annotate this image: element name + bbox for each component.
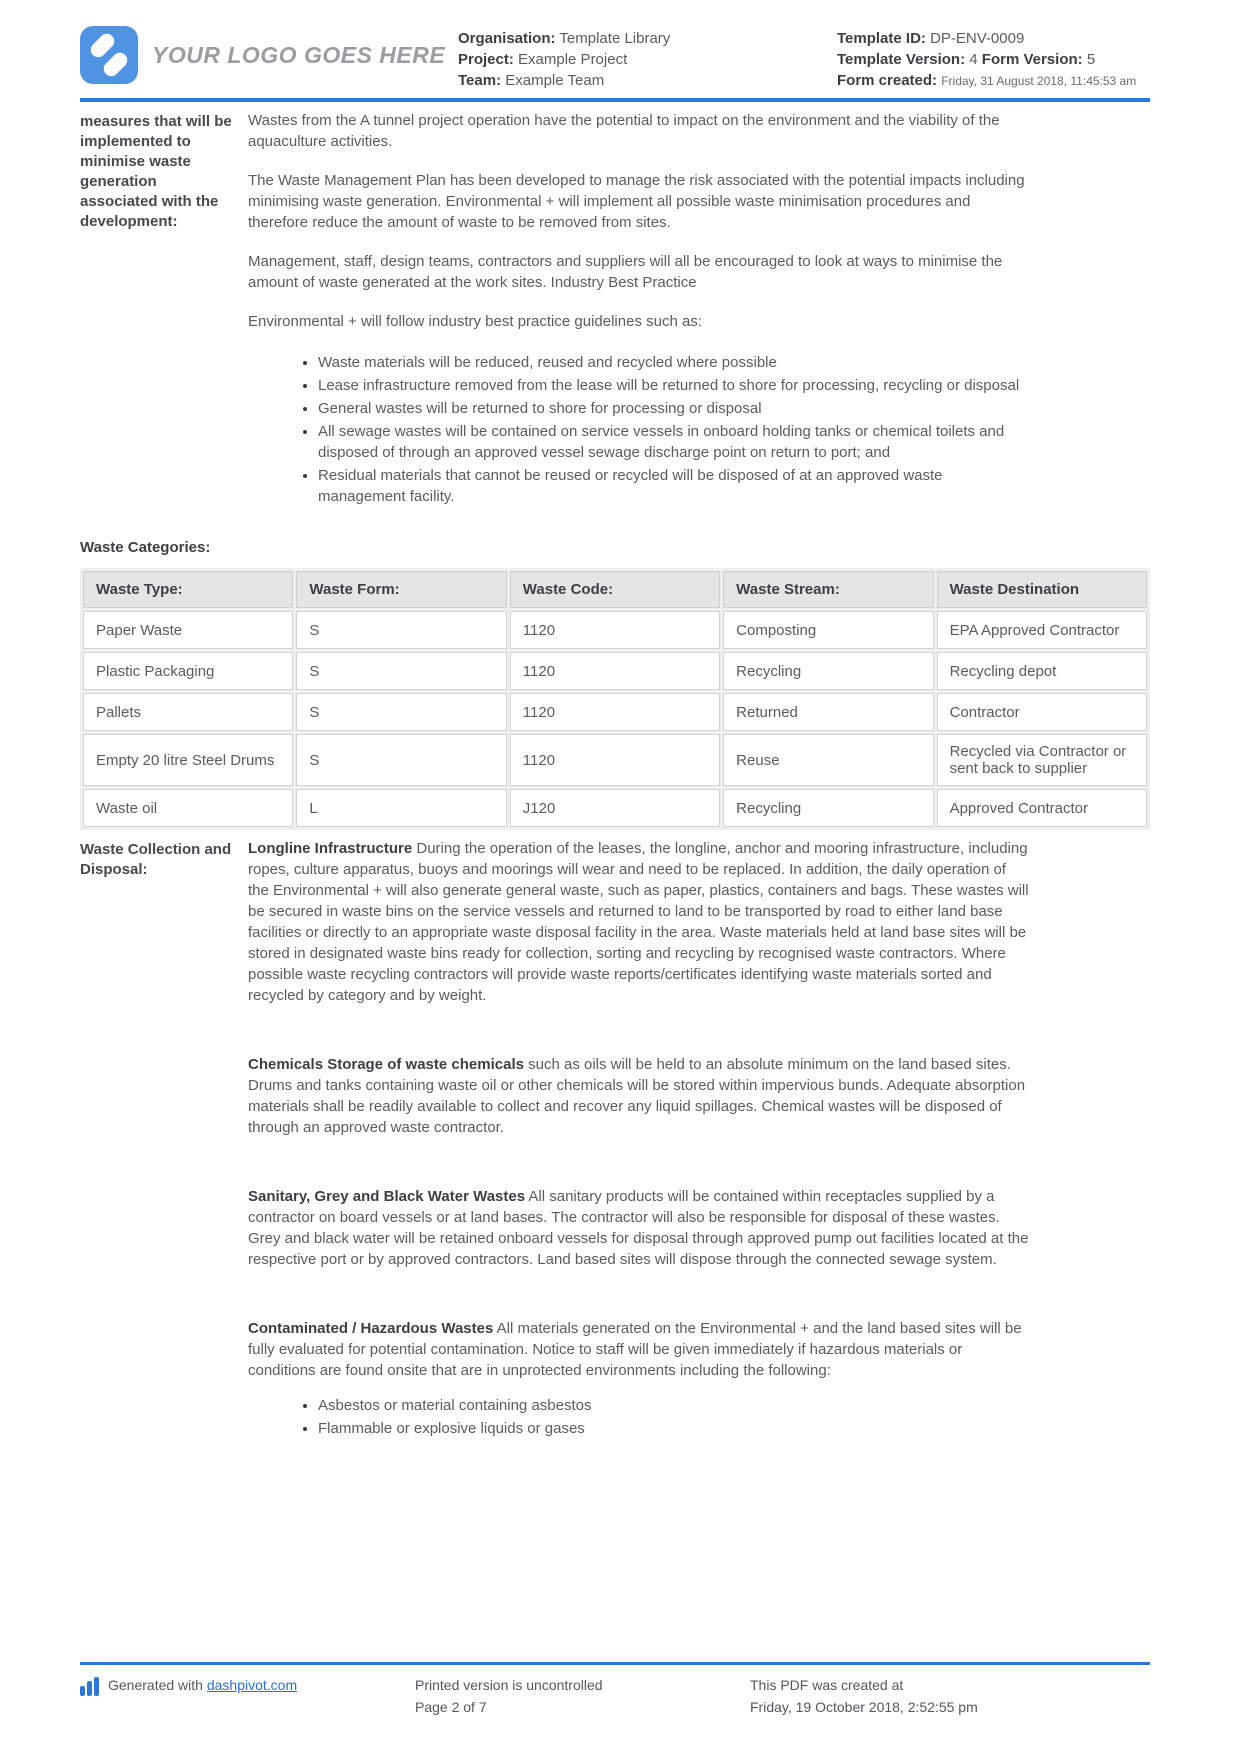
table-cell: S (296, 611, 506, 649)
table-cell: Composting (723, 611, 933, 649)
chemicals-block (248, 1054, 1030, 1138)
logo (80, 26, 458, 84)
generated-with-text: Generated with (108, 1677, 203, 1693)
table-cell: EPA Approved Contractor (937, 611, 1147, 649)
project-row (458, 49, 837, 70)
list-item: • Waste materials will be reduced, reused and recycled where possible (318, 352, 1030, 373)
team-label: Team: (458, 72, 502, 89)
table-cell: S (296, 734, 506, 786)
organisation-row (458, 28, 837, 49)
paragraph: The Waste Management Plan has been developed to manage the risk associated with the potential impacts including minimising waste generation. Environmental + will implement all possible waste minimisation procedures and therefore reduce the amount of waste to be removed from sites. (248, 172, 1025, 231)
organisation-info (458, 26, 837, 91)
paragraph: Environmental + will follow industry best practice guidelines such as: (248, 313, 702, 330)
table-row (83, 789, 1147, 827)
project-value: Example Project (518, 51, 628, 68)
bar-chart-icon (80, 1677, 100, 1696)
footer-generated (80, 1674, 415, 1718)
list-item: • General wastes will be returned to shore for processing or disposal (318, 398, 1030, 419)
column-header: Waste Code: (510, 571, 720, 608)
dashpivot-link[interactable]: dashpivot.com (206, 1677, 298, 1693)
section-field-label: Waste Collection and Disposal: (80, 841, 232, 878)
list-item: • Residual materials that cannot be reused or recycled will be disposed of at an approved waste management facility. (318, 465, 1030, 507)
section-body (248, 110, 1030, 509)
waste-collection-section (80, 830, 1150, 1441)
page-number: Page 2 of 7 (415, 1699, 487, 1715)
table-cell: Recycling depot (937, 652, 1147, 690)
logo-placeholder-text: YOUR LOGO GOES HERE (152, 41, 446, 68)
page-footer (80, 1662, 1150, 1718)
table-header-row (83, 571, 1147, 608)
block-text: All sanitary products will be contained within receptacles supplied by a contractor on board vessels or at land bases. The contractor will also be responsible for disposal of these wastes. Grey and black water will be retained onboard vessels for disposal through approved pump out facilities located at the respective port or by approved contractors. Land based sites will dispose through the connected sewage system. (248, 1188, 1029, 1268)
column-header: Waste Type: (83, 571, 293, 608)
table-cell: 1120 (510, 734, 720, 786)
waste-categories-heading: Waste Categories: (80, 539, 211, 556)
organisation-value: Template Library (559, 30, 671, 47)
table-row (83, 652, 1147, 690)
list-item: • All sewage wastes will be contained on service vessels in onboard holding tanks or chemical toilets and disposed of through an approved vessel sewage discharge point on return to port; and (318, 421, 1030, 463)
template-id-value: DP-ENV-0009 (930, 30, 1025, 47)
sanitary-wastes-block (248, 1186, 1030, 1270)
table-cell: 1120 (510, 611, 720, 649)
table-cell: 1120 (510, 693, 720, 731)
waste-categories-table (80, 568, 1150, 830)
form-created-label: Form created: (837, 72, 938, 89)
block-lead: Sanitary, Grey and Black Water Wastes (248, 1188, 526, 1205)
table-cell: Contractor (937, 693, 1147, 731)
column-header: Waste Form: (296, 571, 506, 608)
table-cell: Pallets (83, 693, 293, 731)
form-created-value: Friday, 31 August 2018, 11:45:53 am (941, 74, 1137, 88)
hazardous-wastes-block (248, 1318, 1030, 1381)
project-label: Project: (458, 51, 514, 68)
paragraph: Management, staff, design teams, contractors and suppliers will all be encouraged to look at ways to minimise the amount of waste generated at the work sites. Industry Best Practice (248, 253, 1003, 291)
table-cell: Recycling (723, 652, 933, 690)
hazardous-materials-list (300, 1395, 1030, 1439)
table-cell: Approved Contractor (937, 789, 1147, 827)
list-item: • Lease infrastructure removed from the lease will be returned to shore for processing, recycling or disposal (318, 375, 1030, 396)
block-text: All materials generated on the Environmental + and the land based sites will be fully evaluated for potential contamination. Notice to staff will be given immediately if hazardous materials or conditions are found onsite that are in unprotected environments including the following: (248, 1320, 1022, 1379)
block-lead: Chemicals Storage of waste chemicals (248, 1056, 524, 1073)
table-cell: Recycling (723, 789, 933, 827)
table-row (83, 693, 1147, 731)
table-cell: Plastic Packaging (83, 652, 293, 690)
block-lead: Longline Infrastructure (248, 840, 413, 857)
form-version-value: 5 (1086, 51, 1096, 68)
footer-print-info (415, 1674, 750, 1718)
table-cell: Returned (723, 693, 933, 731)
pdf-created-label: This PDF was created at (750, 1677, 904, 1693)
form-created-row (837, 70, 1150, 92)
list-item: • Flammable or explosive liquids or gases (318, 1418, 1030, 1439)
page-header (80, 26, 1150, 92)
block-lead: Contaminated / Hazardous Wastes (248, 1320, 494, 1337)
template-id-row (837, 28, 1150, 49)
table-cell: 1120 (510, 652, 720, 690)
block-text: such as oils will be held to an absolute minimum on the land based sites. Drums and tanks containing waste oil or other chemicals will be stored within impervious bunds. Adequate absorption materials shall be readily available to collect and recover any liquid spillages. Chemical wastes will be disposed of through an approved waste contractor. (248, 1056, 1026, 1136)
versions-row (837, 49, 1150, 70)
table-cell: S (296, 652, 506, 690)
template-info (837, 26, 1150, 92)
table-cell: Waste oil (83, 789, 293, 827)
longline-infrastructure-block (248, 838, 1030, 1006)
company-logo-icon (80, 26, 138, 84)
pdf-created-timestamp: Friday, 19 October 2018, 2:52:55 pm (750, 1699, 978, 1715)
table-cell: Paper Waste (83, 611, 293, 649)
table-cell: Empty 20 litre Steel Drums (83, 734, 293, 786)
table-cell: J120 (510, 789, 720, 827)
table-row (83, 734, 1147, 786)
team-row (458, 70, 837, 91)
organisation-label: Organisation: (458, 30, 556, 47)
table-cell: S (296, 693, 506, 731)
section-field-label: measures that will be implemented to minimise waste generation associated with the development: (80, 113, 232, 230)
template-version-label: Template Version: (837, 51, 966, 68)
template-id-label: Template ID: (837, 30, 926, 47)
table-cell: Recycled via Contractor or sent back to supplier (937, 734, 1147, 786)
table-cell: Reuse (723, 734, 933, 786)
footer-created-info (750, 1674, 1150, 1718)
column-header: Waste Destination (937, 571, 1147, 608)
list-item: • Asbestos or material containing asbestos (318, 1395, 1030, 1416)
paragraph: Wastes from the A tunnel project operation have the potential to impact on the environment and the viability of the aquaculture activities. (248, 112, 1000, 150)
footer-divider (80, 1662, 1150, 1665)
form-version-label: Form Version: (981, 51, 1083, 68)
team-value: Example Team (505, 72, 605, 89)
waste-minimisation-section (80, 102, 1150, 509)
column-header: Waste Stream: (723, 571, 933, 608)
block-text: During the operation of the leases, the longline, anchor and mooring infrastructure, including ropes, culture apparatus, buoys and moorings will wear and need to be replaced. In addition, the daily operation of the Environmental + will also generate general waste, such as paper, plastics, containers and bags. These wastes will be secured in waste bins on the service vessels and returned to land to be transported by road to either land base facilities or directly to an appropriate waste disposal facility in the area. Waste materials held at land base sites will be stored in designated waste bins ready for collection, sorting and recycling by recognised waste contractors. Where possible waste recycling contractors will provide waste reports/certificates identifying waste materials sorted and recycled by category and by weight. (248, 840, 1029, 1004)
section-body (248, 838, 1030, 1441)
uncontrolled-notice: Printed version is uncontrolled (415, 1677, 603, 1693)
table-cell: L (296, 789, 506, 827)
template-version-value: 4 (969, 51, 978, 68)
table-row (83, 611, 1147, 649)
best-practice-list (300, 352, 1030, 507)
